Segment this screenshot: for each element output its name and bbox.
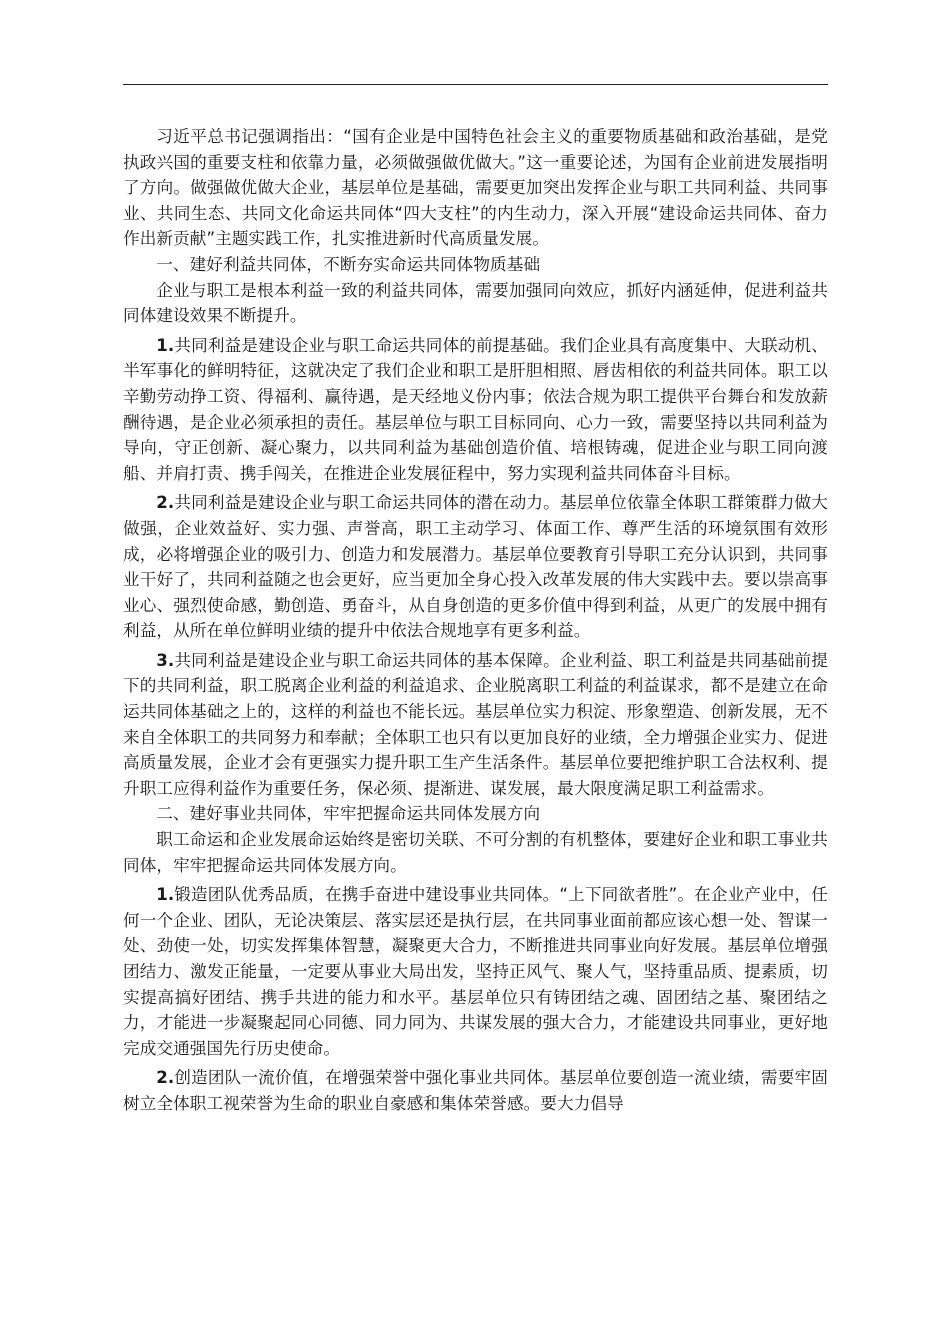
item-text: 创造团队一流价值，在增强荣誉中强化事业共同体。基层单位要创造一流业绩，需要牢固树立全体职工视荣誉为生命的职业自豪感和集体荣誉感。要大力倡导 (123, 1068, 828, 1113)
item-text: 锻造团队优秀品质，在携手奋进中建设事业共同体。“上下同欲者胜”。在企业产业中，任何一个企业、团队，无论决策层、落实层还是执行层，在共同事业面前都应该心想一处、智谋一处、劲使一处，切实发挥集体智慧，凝聚更大合力，不断推进共同事业向好发展。基层单位增强团结力、激发正能量，一定要从事业大局出发，坚持正风气、聚人气，坚持重品质、提素质，切实提高搞好团结、携手共进的能力和水平。基层单位只有铸团结之魂、固团结之基、聚团结之力，才能进一步凝聚起同心同德、同力同为、共谋发展的强大合力，才能建设共同事业，更好地完成交通强国先行历史使命。 (123, 885, 828, 1058)
section-heading-1: 一、建好利益共同体，不断夯实命运共同体物质基础 (156, 254, 541, 274)
intro-paragraph: 习近平总书记强调指出：“国有企业是中国特色社会主义的重要物质基础和政治基础，是党执政兴国的重要支柱和依靠力量，必须做强做优做大。”这一重要论述，为国有企业前进发展指明了方向。做强做优做大企业，基层单位是基础，需要更加突出发挥企业与职工共同利益、共同事业、共同生态、共同文化命运共同体“四大支柱”的内生动力，深入开展“建设命运共同体、奋力作出新贡献”主题实践工作，扎实推进新时代高质量发展。 (123, 127, 828, 249)
item-text: 共同利益是建设企业与职工命运共同体的潜在动力。基层单位依靠全体职工群策群力做大做强，企业效益好、实力强、声誉高，职工主动学习、体面工作、尊严生活的环境氛围有效形成，必将增强企业的吸引力、创造力和发展潜力。基层单位要教育引导职工充分认识到，共同事业干好了，共同利益随之也会更好，应当更加全身心投入改革发展的伟大实践中去。要以崇高事业心、强烈使命感，勤创造、勇奋斗，从自身创造的更多价值中得到利益，从更广的发展中拥有利益，从所在单位鲜明业绩的提升中依法合规地享有更多利益。 (123, 493, 828, 641)
section-1-item-3 (123, 648, 828, 802)
section-2-item-2 (123, 1065, 828, 1116)
item-number: 1. (156, 335, 175, 355)
item-number: 2. (156, 493, 175, 513)
header-rule (123, 84, 828, 85)
section-heading-2: 二、建好事业共同体，牢牢把握命运共同体发展方向 (156, 804, 541, 824)
document-body (123, 124, 828, 1117)
item-number: 2. (156, 1068, 175, 1088)
section-1-item-1 (123, 333, 828, 487)
item-number: 1. (156, 885, 175, 905)
section-1-item-2 (123, 490, 828, 644)
section-2-intro: 职工命运和企业发展命运始终是密切关联、不可分割的有机整体，要建好企业和职工事业共同体，牢牢把握命运共同体发展方向。 (123, 830, 828, 875)
item-text: 共同利益是建设企业与职工命运共同体的前提基础。我们企业具有高度集中、大联动机、半军事化的鲜明特征，这就决定了我们企业和职工是肝胆相照、唇齿相依的利益共同体。职工以辛勤劳动挣工资、得福利、赢待遇，是天经地义份内事；依法合规为职工提供平台舞台和发放薪酬待遇，是企业必须承担的责任。基层单位与职工目标同向、心力一致，需要坚持以共同利益为导向，守正创新、凝心聚力，以共同利益为基础创造价值、培根铸魂，促进企业与职工同向渡船、并肩打责、携手闯关，在推进企业发展征程中，努力实现利益共同体奋斗目标。 (123, 335, 828, 483)
section-2-item-1 (123, 882, 828, 1061)
section-1-intro: 企业与职工是根本利益一致的利益共同体，需要加强同向效应，抓好内涵延伸，促进利益共同体建设效果不断提升。 (123, 280, 828, 326)
item-number: 3. (156, 650, 175, 670)
item-text: 共同利益是建设企业与职工命运共同体的基本保障。企业利益、职工利益是共同基础前提下的共同利益，职工脱离企业利益的利益追求、企业脱离职工利益的利益谋求，都不是建立在命运共同体基础之上的，这样的利益也不能长远。基层单位实力积淀、形象塑造、创新发展，无不来自全体职工的共同努力和奉献；全体职工也只有以更加良好的业绩，全力增强企业实力、促进高质量发展，企业才会有更强实力提升职工生产生活条件。基层单位要把维护职工合法权利、提升职工应得利益作为重要任务，保必须、提渐进、谋发展，最大限度满足职工利益需求。 (123, 650, 828, 798)
